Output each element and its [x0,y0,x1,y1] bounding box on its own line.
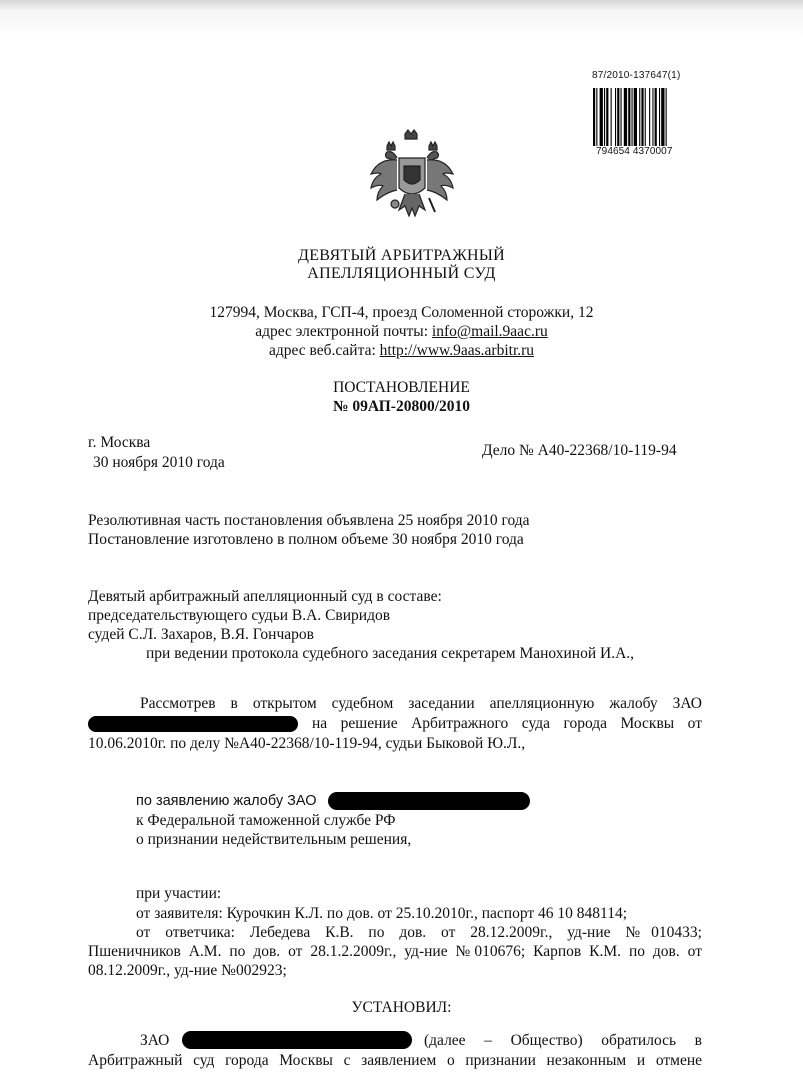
participant-respondent-line1: от ответчика: Лебедева К.В. по дов. от 28.12.2009г., уд-ние №010433; [136,924,702,941]
redacted-company-name [182,1031,412,1049]
website-label: адрес веб.сайта: [268,342,380,359]
announce-line1: Резолютивная часть постановления объявлена 25 ноября 2010 года [88,512,530,529]
barcode-icon [592,88,696,146]
scan-edge-shadow [0,0,803,10]
city: г. Москва [88,434,151,451]
document-code: 87/2010-137647(1) [592,70,681,81]
composition-judges: судей С.Л. Захаров, В.Я. Гончаров [88,626,314,643]
website-link[interactable]: http://www.9aas.arbitr.ru [379,342,535,359]
email-label: адрес электронной почты: [255,323,432,340]
review-line2: на решение Арбитражного суда города Москвы от [312,715,702,732]
review-line1: Рассмотрев в открытом судебном заседании апелляционную жалобу ЗАО [140,695,702,712]
redacted-company-name [88,716,298,732]
composition-line1: Девятый арбитражный апелляционный суд в составе: [88,588,442,605]
composition-secretary: при ведении протокола судебного заседания секретарем Манохиной И.А., [146,645,635,662]
established-line1-start: ЗАО [140,1032,170,1049]
participant-respondent-line3: 08.12.2009г., уд-ние №002923; [88,962,287,979]
redacted-company-name [328,792,530,810]
court-name-line1: ДЕВЯТЫЙ АРБИТРАЖНЫЙ [298,247,505,264]
review-line3: 10.06.2010г. по делу №А40-22368/10-119-94, судьи Быковой Ю.Л., [88,735,526,752]
decision-number: № 09АП-20800/2010 [332,398,471,415]
application-line1: по заявлению жалобу ЗАО [136,793,317,809]
court-name-line2: АПЕЛЛЯЦИОННЫЙ СУД [307,265,496,282]
application-line3: о признании недействительным решения, [136,831,412,848]
composition-presiding-judge: председательствующего судьи В.А. Свиридов [88,607,391,624]
announce-line2: Постановление изготовлено в полном объеме 30 ноября 2010 года [88,531,524,548]
participant-respondent-line2: Пшеничников А.М. по дов. от 28.1.2.2009г., уд-ние №010676; Карпов К.М. по дов. от [88,943,702,960]
court-website-line [0,342,803,360]
established-line1-end: (далее – Общество) обратилось в [424,1032,702,1049]
established-line2: Арбитражный суд города Москвы с заявлением о признании незаконным и отмене [88,1052,702,1069]
case-number: Дело № А40-22368/10-119-94 [482,442,677,459]
decision-date: 30 ноября 2010 года [93,454,225,471]
double-headed-eagle-emblem-icon [367,128,457,226]
court-address: 127994, Москва, ГСП-4, проезд Соломенной сторожки, 12 [209,304,594,321]
barcode-number: 794654 4370007 [596,146,673,157]
decision-title: ПОСТАНОВЛЕНИЕ [333,379,470,396]
email-link[interactable]: info@mail.9aac.ru [431,323,548,340]
participants-heading: при участии: [136,885,222,902]
application-line2: к Федеральной таможенной службе РФ [136,812,396,829]
court-email-line [0,323,803,341]
participant-applicant: от заявителя: Курочкин К.Л. по дов. от 25.10.2010г., паспорт 46 10 848114; [136,905,628,922]
established-heading: УСТАНОВИЛ: [351,999,452,1016]
